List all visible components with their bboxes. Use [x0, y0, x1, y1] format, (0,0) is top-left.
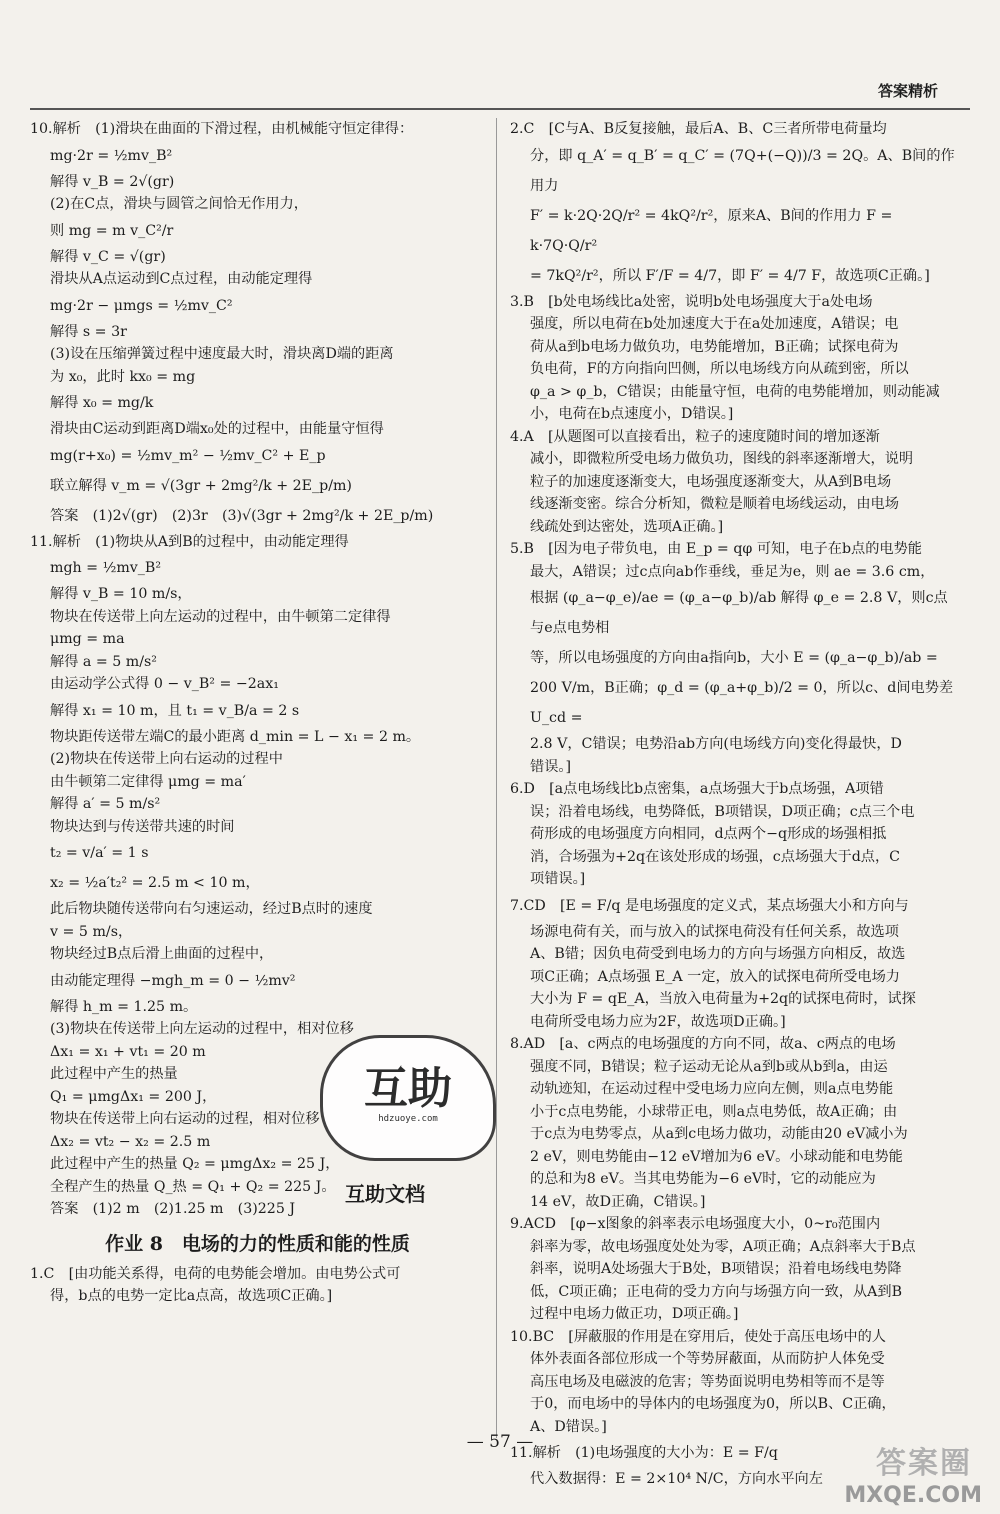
text-line: 场源电荷有关，而与放入的试探电荷没有任何关系，故选项 — [530, 923, 899, 940]
text-line: 此后物块随传送带向右匀速运动，经过B点时的速度 — [50, 901, 373, 917]
text-line: (2)在C点，滑块与圆管之间恰无作用力， — [50, 196, 308, 212]
text-line: 2 eV，则电势能由−12 eV增加为6 eV。小球动能和电势能 — [530, 1148, 903, 1165]
page-header-title: 答案精析 — [877, 82, 938, 100]
text-line: 解得 s = 3r — [50, 323, 127, 340]
hudong-stamp — [320, 1035, 496, 1161]
text-line: (3)设在压缩弹簧过程中速度最大时，滑块离D端的距离 — [50, 346, 394, 362]
text-line: 大小为 F = qE_A，当放入电荷量为+2q的试探电荷时，试探 — [530, 991, 916, 1007]
text-line: 答案 (1)2√(gr) (2)3r (3)√(3gr + 2mg²/k + 2E_p/m) — [50, 507, 434, 524]
text-line: 得，b点的电势一定比a点高，故选项C正确。] — [50, 1288, 333, 1304]
text-line: 解得 a = 5 m/s² — [50, 653, 157, 670]
text-line: 项C正确；A点场强 E_A 一定，放入的试探电荷所受电场力 — [530, 968, 900, 985]
text-line: 等，所以电场强度的方向由a指向b，大小 E = (φ_a−φ_b)/ab = — [530, 650, 938, 666]
text-line: (3)物块在传送带上向左运动的过程中，相对位移 — [50, 1021, 354, 1037]
text-line: Δx₁ = x₁ + vt₁ = 20 m — [50, 1043, 206, 1060]
text-line: 9.ACD [φ−x图象的斜率表示电场强度大小，0~r₀范围内 — [510, 1216, 881, 1232]
text-line: 高压电场及电磁波的危害；等势面说明电势相等而不是等 — [530, 1373, 885, 1390]
text-line: 物块在传送带上向左运动的过程中，由牛顿第二定律得 — [50, 608, 391, 625]
text-line: 4.A [从题图可以直接看出，粒子的速度随时间的增加逐渐 — [510, 428, 880, 445]
text-line: 代入数据得：E = 2×10⁴ N/C，方向水平向左 — [530, 1471, 823, 1487]
text-line: 低，C项正确；正电荷的受力方向与场强方向一致，从A到B — [530, 1283, 903, 1300]
watermark-text: MXQE.COM — [844, 1483, 982, 1508]
text-line: 由运动学公式得 0 − v_B² = −2ax₁ — [50, 676, 279, 692]
text-line: = 7kQ²/r²，所以 F′/F = 4/7，即 F′ = 4/7 F，故选项C正确。] — [530, 267, 930, 284]
text-line: 全程产生的热量 Q_热 = Q₁ + Q₂ = 225 J。 — [50, 1178, 336, 1195]
text-line: 解得 a′ = 5 m/s² — [50, 796, 161, 812]
text-line: 8.AD [a、c两点的电场强度的方向不同，故a、c两点的电场 — [510, 1036, 896, 1052]
text-line: 11.解析 (1)电场强度的大小为：E = F/q — [510, 1445, 778, 1461]
text-line: 解得 v_B = 10 m/s， — [50, 586, 192, 602]
text-line: 10.解析 (1)滑块在曲面的下滑过程，由机械能守恒定律得： — [30, 121, 414, 137]
text-line: 此过程中产生的热量 Q₂ = μmgΔx₂ = 25 J， — [50, 1156, 340, 1172]
text-line: 由牛顿第二定律得 μmg = ma′ — [50, 773, 246, 790]
text-line: Δx₂ = vt₂ − x₂ = 2.5 m — [50, 1133, 211, 1150]
text-line: 于c点为电势零点，从a到c电场力做功，动能由20 eV减小为 — [530, 1126, 908, 1142]
text-line: v = 5 m/s， — [50, 923, 133, 940]
text-line: mg(r+x₀) = ½mv_m² − ½mv_C² + E_p — [50, 447, 326, 464]
text-line: 1.C [由功能关系得，电荷的电势能会增加。由电势公式可 — [30, 1265, 401, 1282]
text-line: 5.B [因为电子带负电，由 E_p = qφ 可知，电子在b点的电势能 — [510, 541, 922, 557]
text-line: 项错误。] — [530, 871, 586, 887]
text-line: 线疏处到达密处，选项A正确。] — [530, 518, 724, 535]
text-line: 解得 x₀ = mg/k — [50, 395, 154, 411]
text-line: 联立解得 v_m = √(3gr + 2mg²/k + 2E_p/m) — [50, 477, 352, 494]
text-line: 的总和为8 eV。当其电势能为−6 eV时，它的动能应为 — [530, 1171, 876, 1187]
text-line: A、B错；因负电荷受到电场力的方向与场强方向相反，故选 — [530, 946, 906, 962]
text-line: 6.D [a点电场线比b点密集，a点场强大于b点场强，A项错 — [510, 781, 884, 797]
text-line: 200 V/m，B正确；φ_d = (φ_a+φ_b)/2 = 0，所以c、d间电势差 U_cd = — [530, 680, 958, 726]
text-line: 小于c点电势能，小球带正电，则a点电势低，故A正确；由 — [530, 1103, 898, 1120]
text-line: 滑块由C运动到距离D端x₀处的过程中，由能量守恒得 — [50, 421, 384, 437]
text-line: 2.C [C与A、B反复接触，最后A、B、C三者所带电荷量均 — [510, 121, 887, 137]
text-line: mg·2r − μmgs = ½mv_C² — [50, 297, 233, 314]
text-line: 为 x₀，此时 kx₀ = mg — [50, 368, 196, 385]
text-line: 此过程中产生的热量 — [50, 1066, 178, 1082]
text-line: 7.CD [E = F/q 是电场强度的定义式，某点场强大小和方向与 — [510, 897, 909, 914]
watermark-logo: 答案圈 — [876, 1446, 972, 1481]
text-line: 2.8 V，C错误；电势沿ab方向(电场线方向)变化得最快，D — [530, 736, 902, 752]
text-line: 消，合场强为+2q在该处形成的场强，c点场强大于d点，C — [530, 848, 901, 865]
text-line: 误；沿着电场线，电势降低，B项错误，D项正确；c点三个电 — [530, 803, 915, 820]
text-line: 强度，所以电荷在b处加速度大于在a处加速度，A错误；电 — [530, 316, 899, 332]
text-line: (2)物块在传送带上向右运动的过程中 — [50, 751, 283, 767]
stamp-caption: 互助文档 — [345, 1182, 425, 1206]
column-divider — [496, 118, 497, 1438]
text-line: 3.B [b处电场线比a处密，说明b处电场强度大于a处电场 — [510, 293, 873, 310]
text-line: 物块达到与传送带共速的时间 — [50, 818, 235, 835]
text-line: 解得 v_C = √(gr) — [50, 248, 166, 265]
stamp-title: 互助 — [364, 1063, 452, 1114]
text-line: φ_a > φ_b，C错误；由能量守恒，电荷的电势能增加，则动能减 — [530, 383, 940, 400]
text-line: 由动能定理得 −mgh_m = 0 − ½mv² — [50, 972, 296, 989]
section-title: 作业 8 电场的力的性质和能的性质 — [105, 1232, 410, 1255]
text-line: 分，即 q_A′ = q_B′ = q_C′ = (7Q+(−Q))/3 = 2Q。A、B间的作用力 — [530, 147, 955, 194]
text-line: 强度不同，B错误；粒子运动无论从a到b或从b到a，由运 — [530, 1058, 888, 1075]
text-line: 14 eV，故D正确，C错误。] — [530, 1193, 706, 1210]
text-line: 10.BC [屏蔽服的作用是在穿用后，使处于高压电场中的人 — [510, 1328, 886, 1345]
page-number: — 57 — — [466, 1432, 534, 1452]
text-line: 小，电荷在b点速度小，D错误。] — [530, 406, 734, 422]
text-line: Q₁ = μmgΔx₁ = 200 J， — [50, 1088, 217, 1105]
text-line: μmg = ma — [50, 631, 125, 647]
text-line: 滑块从A点运动到C点过程，由动能定理得 — [50, 271, 313, 287]
text-line: 荷形成的电场强度方向相同，d点两个−q形成的场强相抵 — [530, 826, 887, 842]
text-line: F′ = k·2Q·2Q/r² = 4kQ²/r²，原来A、B间的作用力 F = k·7Q·Q/r² — [530, 207, 897, 254]
text-line: 粒子的加速度逐渐变大，电场强度逐渐变大，从A到B电场 — [530, 473, 892, 490]
text-line: 解得 v_B = 2√(gr) — [50, 173, 175, 190]
text-line: 荷从a到b电场力做负功，电势能增加，B正确；试探电荷为 — [530, 338, 899, 355]
text-line: 于0，而电场中的导体内的电场强度为0，所以B、C正确， — [530, 1396, 896, 1412]
text-line: 动轨迹知，在运动过程中受电场力应向左侧，则a点电势能 — [530, 1081, 894, 1097]
text-line: 解得 h_m = 1.25 m。 — [50, 998, 198, 1015]
text-line: 则 mg = m v_C²/r — [50, 222, 174, 239]
text-line: 线逐渐变密。综合分析知，微粒是顺着电场线运动，由电场 — [530, 496, 899, 512]
text-line: 负电荷，F的方向指向凹侧，所以电场线方向从疏到密，所以 — [530, 361, 909, 377]
text-line: 最大，A错误；过c点向ab作垂线，垂足为e，则 ae = 3.6 cm， — [530, 563, 935, 580]
text-line: 错误。] — [530, 758, 571, 775]
text-line: 物块在传送带上向右运动的过程，相对位移 — [50, 1111, 320, 1127]
text-line: 答案 (1)2 m (2)1.25 m (3)225 J — [50, 1201, 296, 1217]
text-line: x₂ = ½a′t₂² = 2.5 m < 10 m， — [50, 875, 260, 891]
text-line: t₂ = v/a′ = 1 s — [50, 845, 149, 861]
header-rule — [30, 108, 970, 110]
text-line: 物块距传送带左端C的最小距离 d_min = L − x₁ = 2 m。 — [50, 728, 421, 745]
text-line: 11.解析 (1)物块从A到B的过程中，由动能定理得 — [30, 533, 349, 550]
text-line: 解得 x₁ = 10 m，且 t₁ = v_B/a = 2 s — [50, 702, 300, 719]
text-line: 根据 (φ_a−φ_e)/ae = (φ_a−φ_b)/ab 解得 φ_e = 2.8 V，则c点与e点电势相 — [530, 590, 948, 636]
text-line: 斜率，说明A处场强大于B处，B项错误；沿着电场线电势降 — [530, 1261, 902, 1277]
stamp-url: hdzuoye.com — [378, 1114, 438, 1124]
text-line: A、D错误。] — [530, 1418, 607, 1435]
watermark — [802, 1438, 982, 1508]
text-line: 体外表面各部位形成一个等势屏蔽面，从而防护人体免受 — [530, 1351, 885, 1367]
text-line: 电荷所受电场力应为2F，故选项D正确。] — [530, 1013, 786, 1030]
text-line: 减小，即微粒所受电场力做负功，图线的斜率逐渐增大，说明 — [530, 451, 914, 467]
text-line: mgh = ½mv_B² — [50, 560, 162, 576]
right-column — [510, 118, 958, 1491]
text-line: 斜率为零，故电场强度处处为零，A项正确；A点斜率大于B点 — [530, 1238, 916, 1255]
text-line: 过程中电场力做正功，D项正确。] — [530, 1306, 739, 1322]
text-line: mg·2r = ½mv_B² — [50, 147, 173, 164]
text-line: 物块经过B点后滑上曲面的过程中， — [50, 946, 274, 962]
